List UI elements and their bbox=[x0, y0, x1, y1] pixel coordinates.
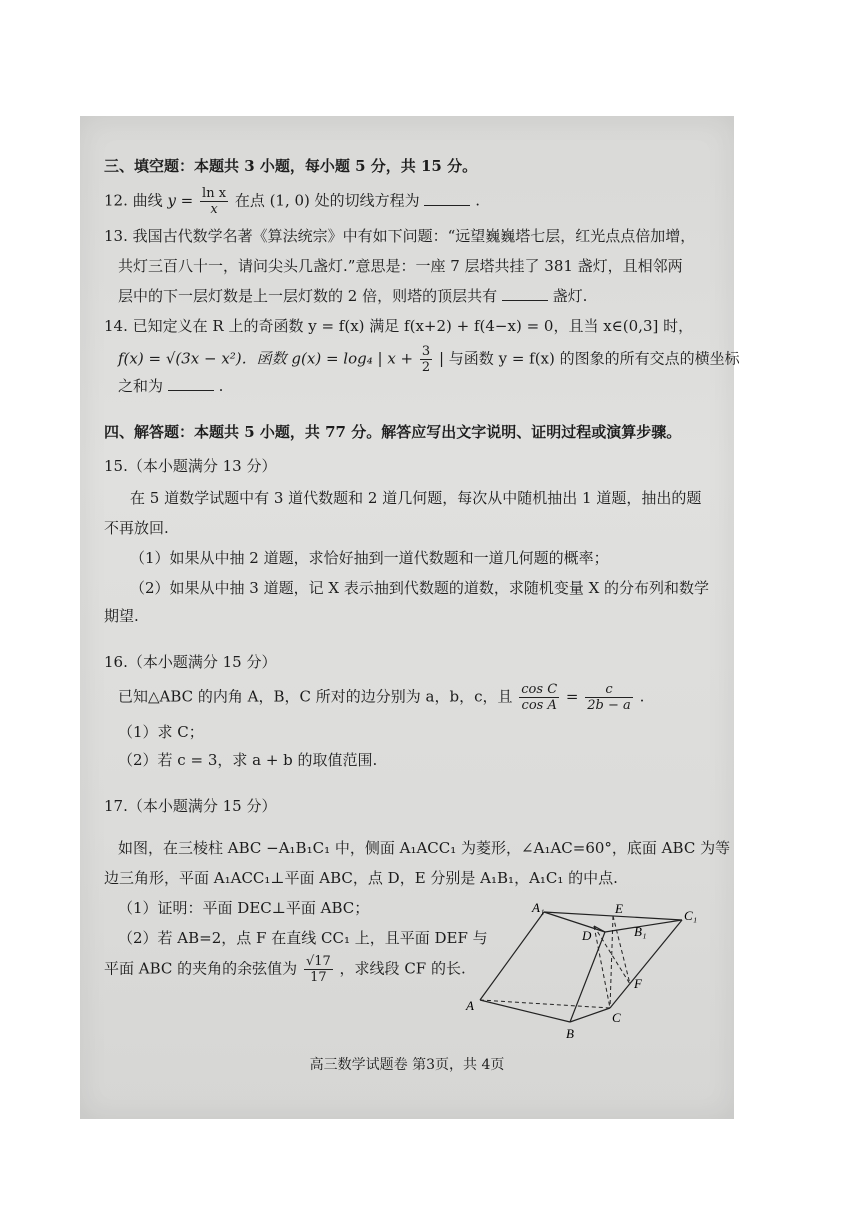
label-B1: B₁ bbox=[634, 924, 647, 939]
q17-line2: 边三角形，平面 A₁ACC₁⊥平面 ABC，点 D，E 分别是 A₁B₁，A₁C₁ 的中点. bbox=[104, 869, 618, 887]
q15-line1: 在 5 道数学试题中有 3 道代数题和 2 道几何题，每次从中随机抽出 1 道题，抽出的题 bbox=[130, 489, 702, 507]
edge-ab bbox=[480, 1000, 570, 1022]
q12-pre: 曲线 bbox=[132, 191, 163, 210]
q16-equals: = bbox=[565, 687, 579, 706]
edge-b1b bbox=[570, 932, 605, 1022]
label-E: E bbox=[615, 901, 623, 916]
q15-title: 15.（本小题满分 13 分） bbox=[104, 457, 277, 475]
q15-part2-line1: （2）如果从中抽 3 道题，记 X 表示抽到代数题的道数，求随机变量 X 的分布列和数学 bbox=[130, 579, 710, 597]
q17-part2-line2-pre: 平面 ABC 的夹角的余弦值为 bbox=[104, 959, 298, 978]
q12-post: 在点 (1, 0) 处的切线方程为 bbox=[234, 191, 420, 210]
section-4-heading: 四、解答题：本题共 5 小题，共 77 分。解答应写出文字说明、证明过程或演算步骤。 bbox=[104, 423, 682, 441]
label-D: D bbox=[582, 928, 592, 943]
edge-ac-hidden bbox=[480, 1000, 610, 1008]
q16-part1: （1）求 C； bbox=[118, 723, 204, 741]
q16-part2: （2）若 c = 3，求 a + b 的取值范围. bbox=[118, 751, 378, 769]
section-3-heading: 三、填空题：本题共 3 小题，每小题 5 分，共 15 分。 bbox=[104, 157, 478, 175]
q13-line2: 共灯三百八十一，请问尖头几盏灯.”意思是：一座 7 层塔共挂了 381 盏灯，且相邻两 bbox=[118, 257, 683, 275]
q12-number: 12. bbox=[104, 191, 128, 210]
q12-frac-num: ln x bbox=[202, 186, 227, 201]
q15-part1: （1）如果从中抽 2 道题，求恰好抽到一道代数题和一道几何题的概率； bbox=[130, 549, 609, 567]
q14-line2 bbox=[118, 344, 740, 380]
page-footer: 高三数学试题卷 第3页，共 4页 bbox=[309, 1057, 505, 1073]
q13-line3 bbox=[118, 286, 587, 306]
q17-frac-den: 17 bbox=[310, 970, 327, 985]
segment-ec-hidden bbox=[610, 916, 613, 1008]
label-F: F bbox=[634, 976, 642, 991]
label-C: C bbox=[612, 1010, 621, 1025]
q16-fraction-right bbox=[585, 682, 633, 713]
q16-frac2-den: 2b − a bbox=[587, 698, 631, 713]
q15-line2: 不再放回. bbox=[104, 519, 169, 537]
q16-title: 16.（本小题满分 15 分） bbox=[104, 653, 277, 671]
q13-line3-pre: 层中的下一层灯数是上一层灯数的 2 倍，则塔的顶层共有 bbox=[118, 287, 498, 305]
q16-line1 bbox=[118, 682, 644, 720]
q14-fraction bbox=[420, 344, 432, 375]
edge-a1a bbox=[480, 912, 544, 1000]
q12-end: . bbox=[475, 191, 481, 210]
q12-answer-blank bbox=[424, 191, 470, 206]
q16-line1-pre: 已知△ABC 的内角 A，B，C 所对的边分别为 a，b，c，且 bbox=[118, 687, 513, 706]
q16-line1-post: . bbox=[639, 687, 645, 706]
q14-frac-num: 3 bbox=[421, 344, 431, 359]
q12-frac-den: x bbox=[210, 202, 218, 217]
q13-answer-blank bbox=[502, 286, 548, 301]
q17-title: 17.（本小题满分 15 分） bbox=[104, 797, 277, 815]
q14-line3-pre: 之和为 bbox=[118, 377, 164, 395]
q17-part2-line1: （2）若 AB=2，点 F 在直线 CC₁ 上，且平面 DEF 与 bbox=[118, 929, 488, 947]
q14-line2-pre: f(x) = √(3x − x²)．函数 g(x) = log₄ | x + bbox=[118, 349, 414, 368]
q14-line3-post: . bbox=[218, 377, 224, 395]
q14-line3 bbox=[118, 376, 223, 396]
q14-line1: 14. 已知定义在 R 上的奇函数 y = f(x) 满足 f(x+2) + f(4−x) = 0，且当 x∈(0,3] 时， bbox=[104, 317, 694, 335]
q17-line1: 如图，在三棱柱 ABC −A₁B₁C₁ 中，侧面 A₁ACC₁ 为菱形，∠A₁AC=60°，底面 ABC 为等 bbox=[118, 839, 731, 857]
q16-frac1-den: cos A bbox=[521, 698, 557, 713]
label-A: A bbox=[466, 998, 474, 1013]
label-C1: C₁ bbox=[684, 908, 698, 923]
edge-bc bbox=[570, 1008, 610, 1022]
q12-fraction bbox=[200, 186, 228, 217]
q13-line3-post: 盏灯. bbox=[552, 287, 588, 305]
q17-part2-line2 bbox=[104, 954, 466, 994]
q17-frac-num: √17 bbox=[305, 954, 331, 969]
q13-line1: 13. 我国古代数学名著《算法统宗》中有如下问题：“远望巍巍塔七层，红光点点倍加增， bbox=[104, 227, 696, 245]
segment-ef-hidden bbox=[613, 916, 630, 984]
q12-func-lhs: y = bbox=[167, 191, 194, 210]
label-A1: A₁ bbox=[532, 900, 545, 915]
q17-fraction bbox=[304, 954, 333, 985]
q15-part2-line2: 期望. bbox=[104, 607, 139, 625]
q14-answer-blank bbox=[168, 376, 214, 391]
q17-part2-line2-post: ，求线段 CF 的长. bbox=[339, 959, 466, 978]
q16-fraction-left bbox=[519, 682, 559, 713]
q16-frac1-num: cos C bbox=[521, 682, 558, 697]
q14-line2-post: | 与函数 y = f(x) 的图象的所有交点的横坐标 bbox=[438, 349, 740, 368]
q14-frac-den: 2 bbox=[421, 360, 431, 375]
q17-part1: （1）证明：平面 DEC⊥平面 ABC； bbox=[118, 899, 370, 917]
question-12 bbox=[104, 186, 480, 222]
prism-figure bbox=[462, 898, 702, 1048]
label-B: B bbox=[566, 1026, 574, 1041]
q16-frac2-num: c bbox=[585, 682, 633, 698]
